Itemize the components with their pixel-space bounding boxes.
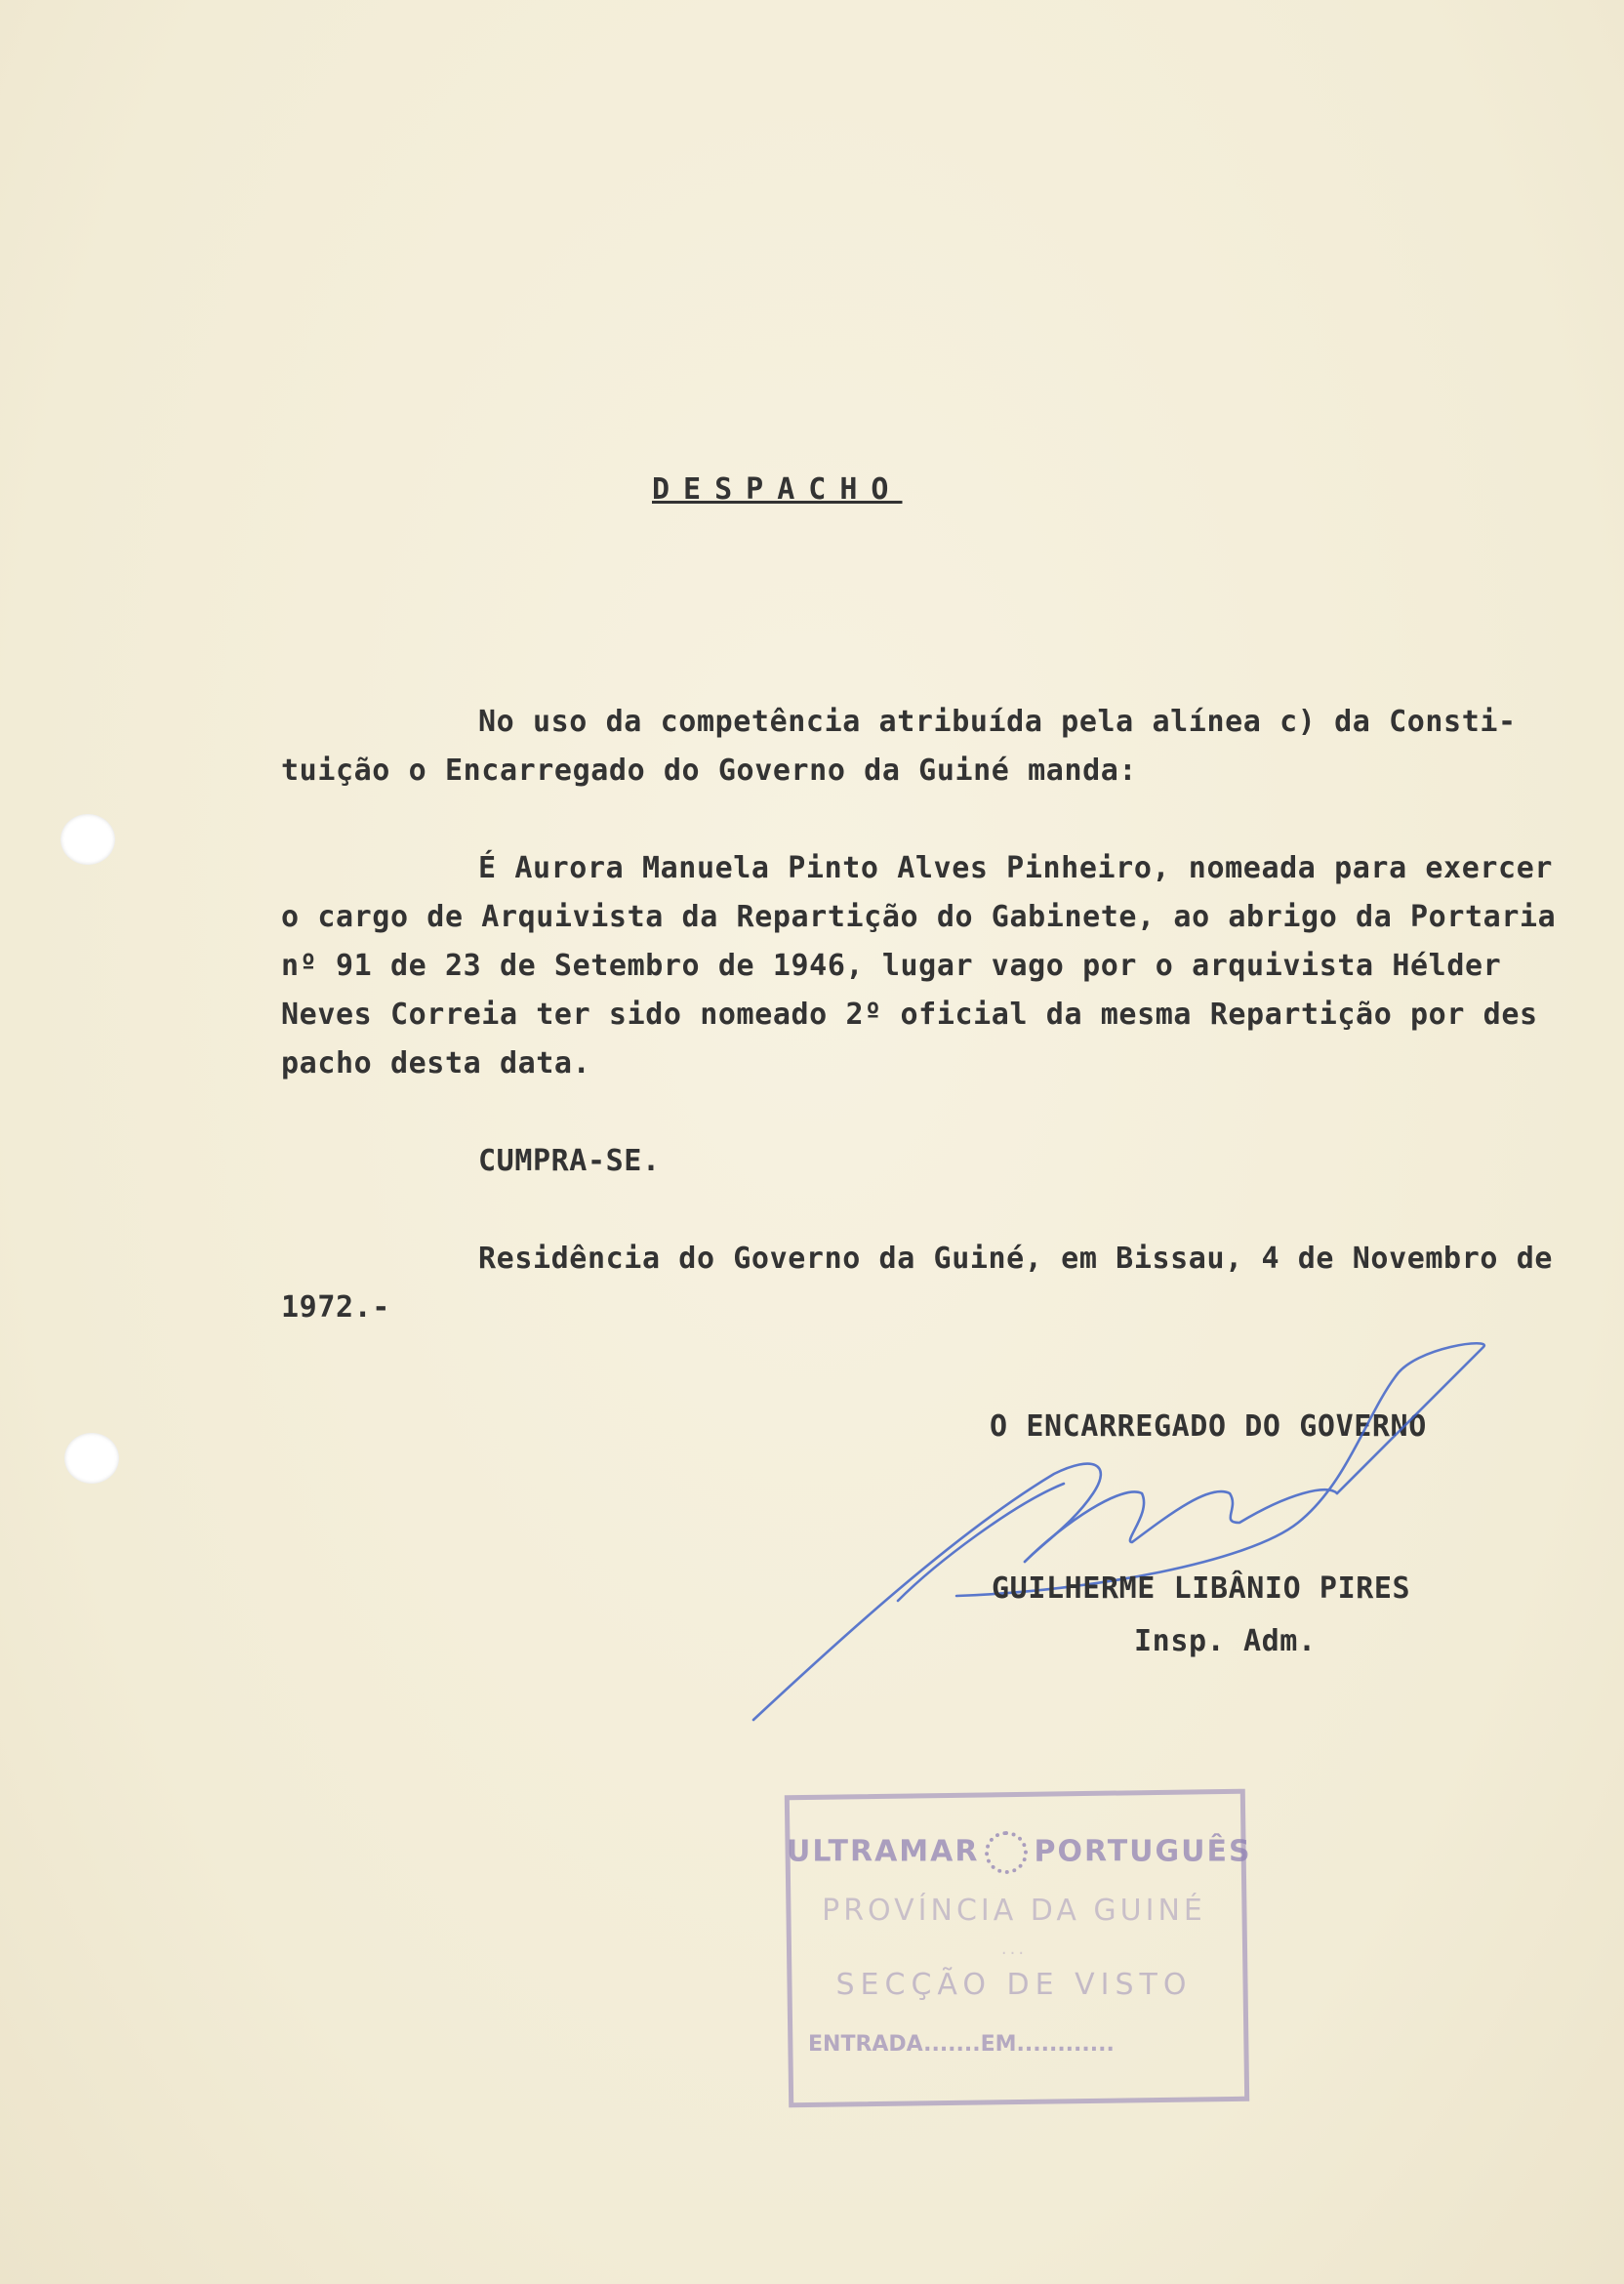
signatory-role: O ENCARREGADO DO GOVERNO <box>990 1409 1427 1444</box>
stamp-line2: PROVÍNCIA DA GUINÉ <box>822 1894 1206 1928</box>
stamp-line1 <box>787 1831 1252 1874</box>
signatory-title: Insp. Adm. <box>1134 1624 1317 1658</box>
document-title: DESPACHO <box>652 472 903 507</box>
punch-hole-bottom <box>64 1433 119 1484</box>
paragraph2-line3: nº 91 de 23 de Setembro de 1946, lugar vago por o arquivista Hélder <box>281 949 1502 983</box>
paragraph1-line2: tuição o Encarregado do Governo da Guiné manda: <box>281 754 1138 788</box>
paragraph2-line5: pacho desta data. <box>281 1046 591 1081</box>
paragraph1-line1: No uso da competência atribuída pela alínea c) da Consti- <box>478 705 1517 739</box>
paragraph2-line2: o cargo de Arquivista da Repartição do Gabinete, ao abrigo da Portaria <box>281 900 1557 934</box>
stamp-line4: SECÇÃO DE VISTO <box>835 1968 1193 2002</box>
place-date-line1: Residência do Governo da Guiné, em Bissau, 4 de Novembro de <box>478 1242 1554 1276</box>
paragraph2-line4: Neves Correia ter sido nomeado 2º oficial da mesma Repartição por des <box>281 998 1538 1032</box>
official-stamp <box>787 1792 1252 2099</box>
stamp-line3: ... <box>1000 1938 1028 1959</box>
sun-emblem-icon <box>985 1831 1028 1874</box>
paragraph2-line1: É Aurora Manuela Pinto Alves Pinheiro, nomeada para exercer <box>478 851 1554 885</box>
punch-hole-top <box>61 814 115 865</box>
signatory-name: GUILHERME LIBÂNIO PIRES <box>992 1571 1411 1606</box>
command-text: CUMPRA-SE. <box>478 1144 661 1178</box>
stamp-text-ultramar: ULTRAMAR <box>787 1834 980 1869</box>
stamp-text-portugues: PORTUGUÊS <box>1034 1834 1252 1869</box>
place-date-line2: 1972.- <box>281 1290 390 1325</box>
stamp-line5: ENTRADA.......EM............ <box>808 2032 1115 2057</box>
